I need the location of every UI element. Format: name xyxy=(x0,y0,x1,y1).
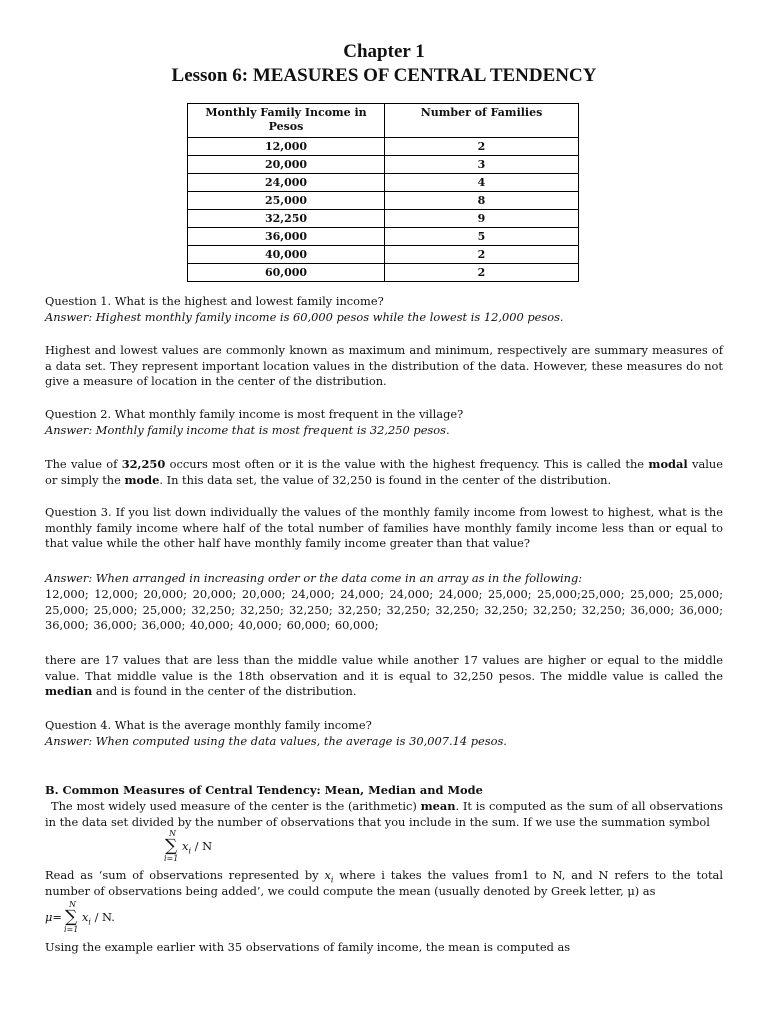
text-run: . In this data set, the value of 32,250 is found in the center of the distribution. xyxy=(159,472,612,487)
table-row xyxy=(188,264,579,282)
mean-notation-explanation xyxy=(45,868,723,899)
table-header-families: Number of Families xyxy=(385,104,579,138)
table-row xyxy=(188,138,579,156)
mu-equals: μ= xyxy=(45,910,62,924)
table-cell-families: 2 xyxy=(385,246,579,264)
subscript-i: i xyxy=(188,846,191,856)
table-cell-families: 3 xyxy=(385,156,579,174)
lesson-title: Lesson 6: MEASURES OF CENTRAL TENDENCY xyxy=(171,65,597,86)
income-frequency-table xyxy=(187,103,579,282)
chapter-title: Chapter 1 xyxy=(343,41,425,62)
table-row xyxy=(188,228,579,246)
sum-lower-limit: i=1 xyxy=(63,925,79,934)
sigma-glyph: ∑ xyxy=(165,836,178,856)
bold-term: 32,250 xyxy=(121,457,166,471)
variable-x: x xyxy=(324,868,331,882)
table-row xyxy=(188,192,579,210)
summation-formula xyxy=(162,829,282,864)
bold-term: modal xyxy=(648,457,688,471)
mean-example-intro: Using the example earlier with 35 observations of family income, the mean is computed as xyxy=(45,940,571,954)
text-run: The value of xyxy=(45,457,122,471)
text-run: Read as ‘sum of observations represented by xyxy=(45,868,325,882)
table-row xyxy=(188,210,579,228)
text-run: and is found in the center of the distribution. xyxy=(92,684,357,699)
text-run: value or simply the xyxy=(45,457,723,487)
table-cell-income: 36,000 xyxy=(188,228,385,246)
table-cell-income: 12,000 xyxy=(188,138,385,156)
text-run: . It is computed as the sum of all observations in the data set divided by the number of observations that you include in the sum. If we use the summation symbol xyxy=(45,799,724,829)
question-3: Question 3. If you list down individually the values of the monthly family income from lowest to highest, what is the monthly family income where half of the total number of families have monthly family income less than or equal to that value while the other half have monthly family income greater than that value? xyxy=(45,505,723,551)
sum-upper-limit: N xyxy=(169,829,176,838)
table-cell-income: 20,000 xyxy=(188,156,385,174)
sum-upper-limit: N xyxy=(68,900,76,909)
question-2: Question 2. What monthly family income is most frequent in the village? xyxy=(45,407,464,421)
text-run: there are 17 values that are less than the middle value while another 17 values are higher or equal to the middle value. That middle value is the 18th observation and it is equal to 32,250 pesos. The middle value is called the xyxy=(45,653,723,683)
table-cell-families: 5 xyxy=(385,228,579,246)
answer-1: Answer: Highest monthly family income is 60,000 pesos while the lowest is 12,000 pesos. xyxy=(45,310,564,324)
variable-x: x xyxy=(81,910,89,924)
sum-lower-limit: i=1 xyxy=(164,854,179,863)
text-run: The most widely used measure of the center is the (arithmetic) xyxy=(51,799,421,813)
table-cell-families: 9 xyxy=(385,210,579,228)
table-cell-income: 60,000 xyxy=(188,264,385,282)
sorted-values-list: 12,000; 12,000; 20,000; 20,000; 20,000; 24,000; 24,000; 24,000; 24,000; 25,000; 25,000;25,000; 25,000; 25,000; 25,000; 25,000; 25,000; 32,250; 32,250; 32,250; 32,250; 32,250; 32,250; 32,250; 32,250; 32,250; 36,000; 36,000; 36,000; 36,000; 36,000; 40,000; 40,000; 60,000; 60,000; xyxy=(45,587,723,633)
table-cell-income: 40,000 xyxy=(188,246,385,264)
text-run: occurs most often or it is the value with the highest frequency. This is called the xyxy=(165,457,649,471)
summation-symbol xyxy=(164,829,180,863)
explanation-3 xyxy=(45,653,723,700)
text-run: where i takes the values from1 to N, and N refers to the total number of observations being added’, we could compute the mean (usually denoted by Greek letter, μ) as xyxy=(45,868,723,898)
variable-x: x xyxy=(182,839,189,853)
question-1: Question 1. What is the highest and lowest family income? xyxy=(45,294,384,308)
bold-term: mean xyxy=(420,799,456,813)
table-cell-families: 2 xyxy=(385,264,579,282)
table-row xyxy=(188,156,579,174)
answer-4: Answer: When computed using the data values, the average is 30,007.14 pesos. xyxy=(45,734,507,748)
table-cell-income: 25,000 xyxy=(188,192,385,210)
bold-term: mode xyxy=(124,472,160,487)
table-cell-families: 4 xyxy=(385,174,579,192)
table-row xyxy=(188,174,579,192)
divide-by-n: / N xyxy=(194,839,213,853)
explanation-2 xyxy=(45,457,723,488)
divide-by-n: / N. xyxy=(94,910,115,924)
table-header-income: Monthly Family Income in Pesos xyxy=(188,104,385,138)
summation-symbol xyxy=(63,900,80,934)
table-row xyxy=(188,246,579,264)
answer-2: Answer: Monthly family income that is most frequent is 32,250 pesos. xyxy=(45,423,450,437)
table-cell-income: 24,000 xyxy=(188,174,385,192)
question-4: Question 4. What is the average monthly family income? xyxy=(45,718,372,732)
table-cell-families: 2 xyxy=(385,138,579,156)
sigma-glyph: ∑ xyxy=(64,907,78,927)
mean-formula xyxy=(45,900,205,935)
mean-definition xyxy=(45,799,723,830)
subscript-i: i xyxy=(88,917,91,927)
table-cell-income: 32,250 xyxy=(188,210,385,228)
table-cell-families: 8 xyxy=(385,192,579,210)
section-b-heading: B. Common Measures of Central Tendency: Mean, Median and Mode xyxy=(45,783,483,797)
subscript-i: i xyxy=(330,875,334,885)
bold-term: median xyxy=(45,684,93,699)
table-header-row xyxy=(188,104,579,138)
answer-3: Answer: When arranged in increasing order or the data come in an array as in the following: xyxy=(45,571,583,585)
explanation-1: Highest and lowest values are commonly known as maximum and minimum, respectively are summary measures of a data set. They represent important location values in the distribution of the data. However, these measures do not give a measure of location in the center of the distribution. xyxy=(45,343,723,389)
